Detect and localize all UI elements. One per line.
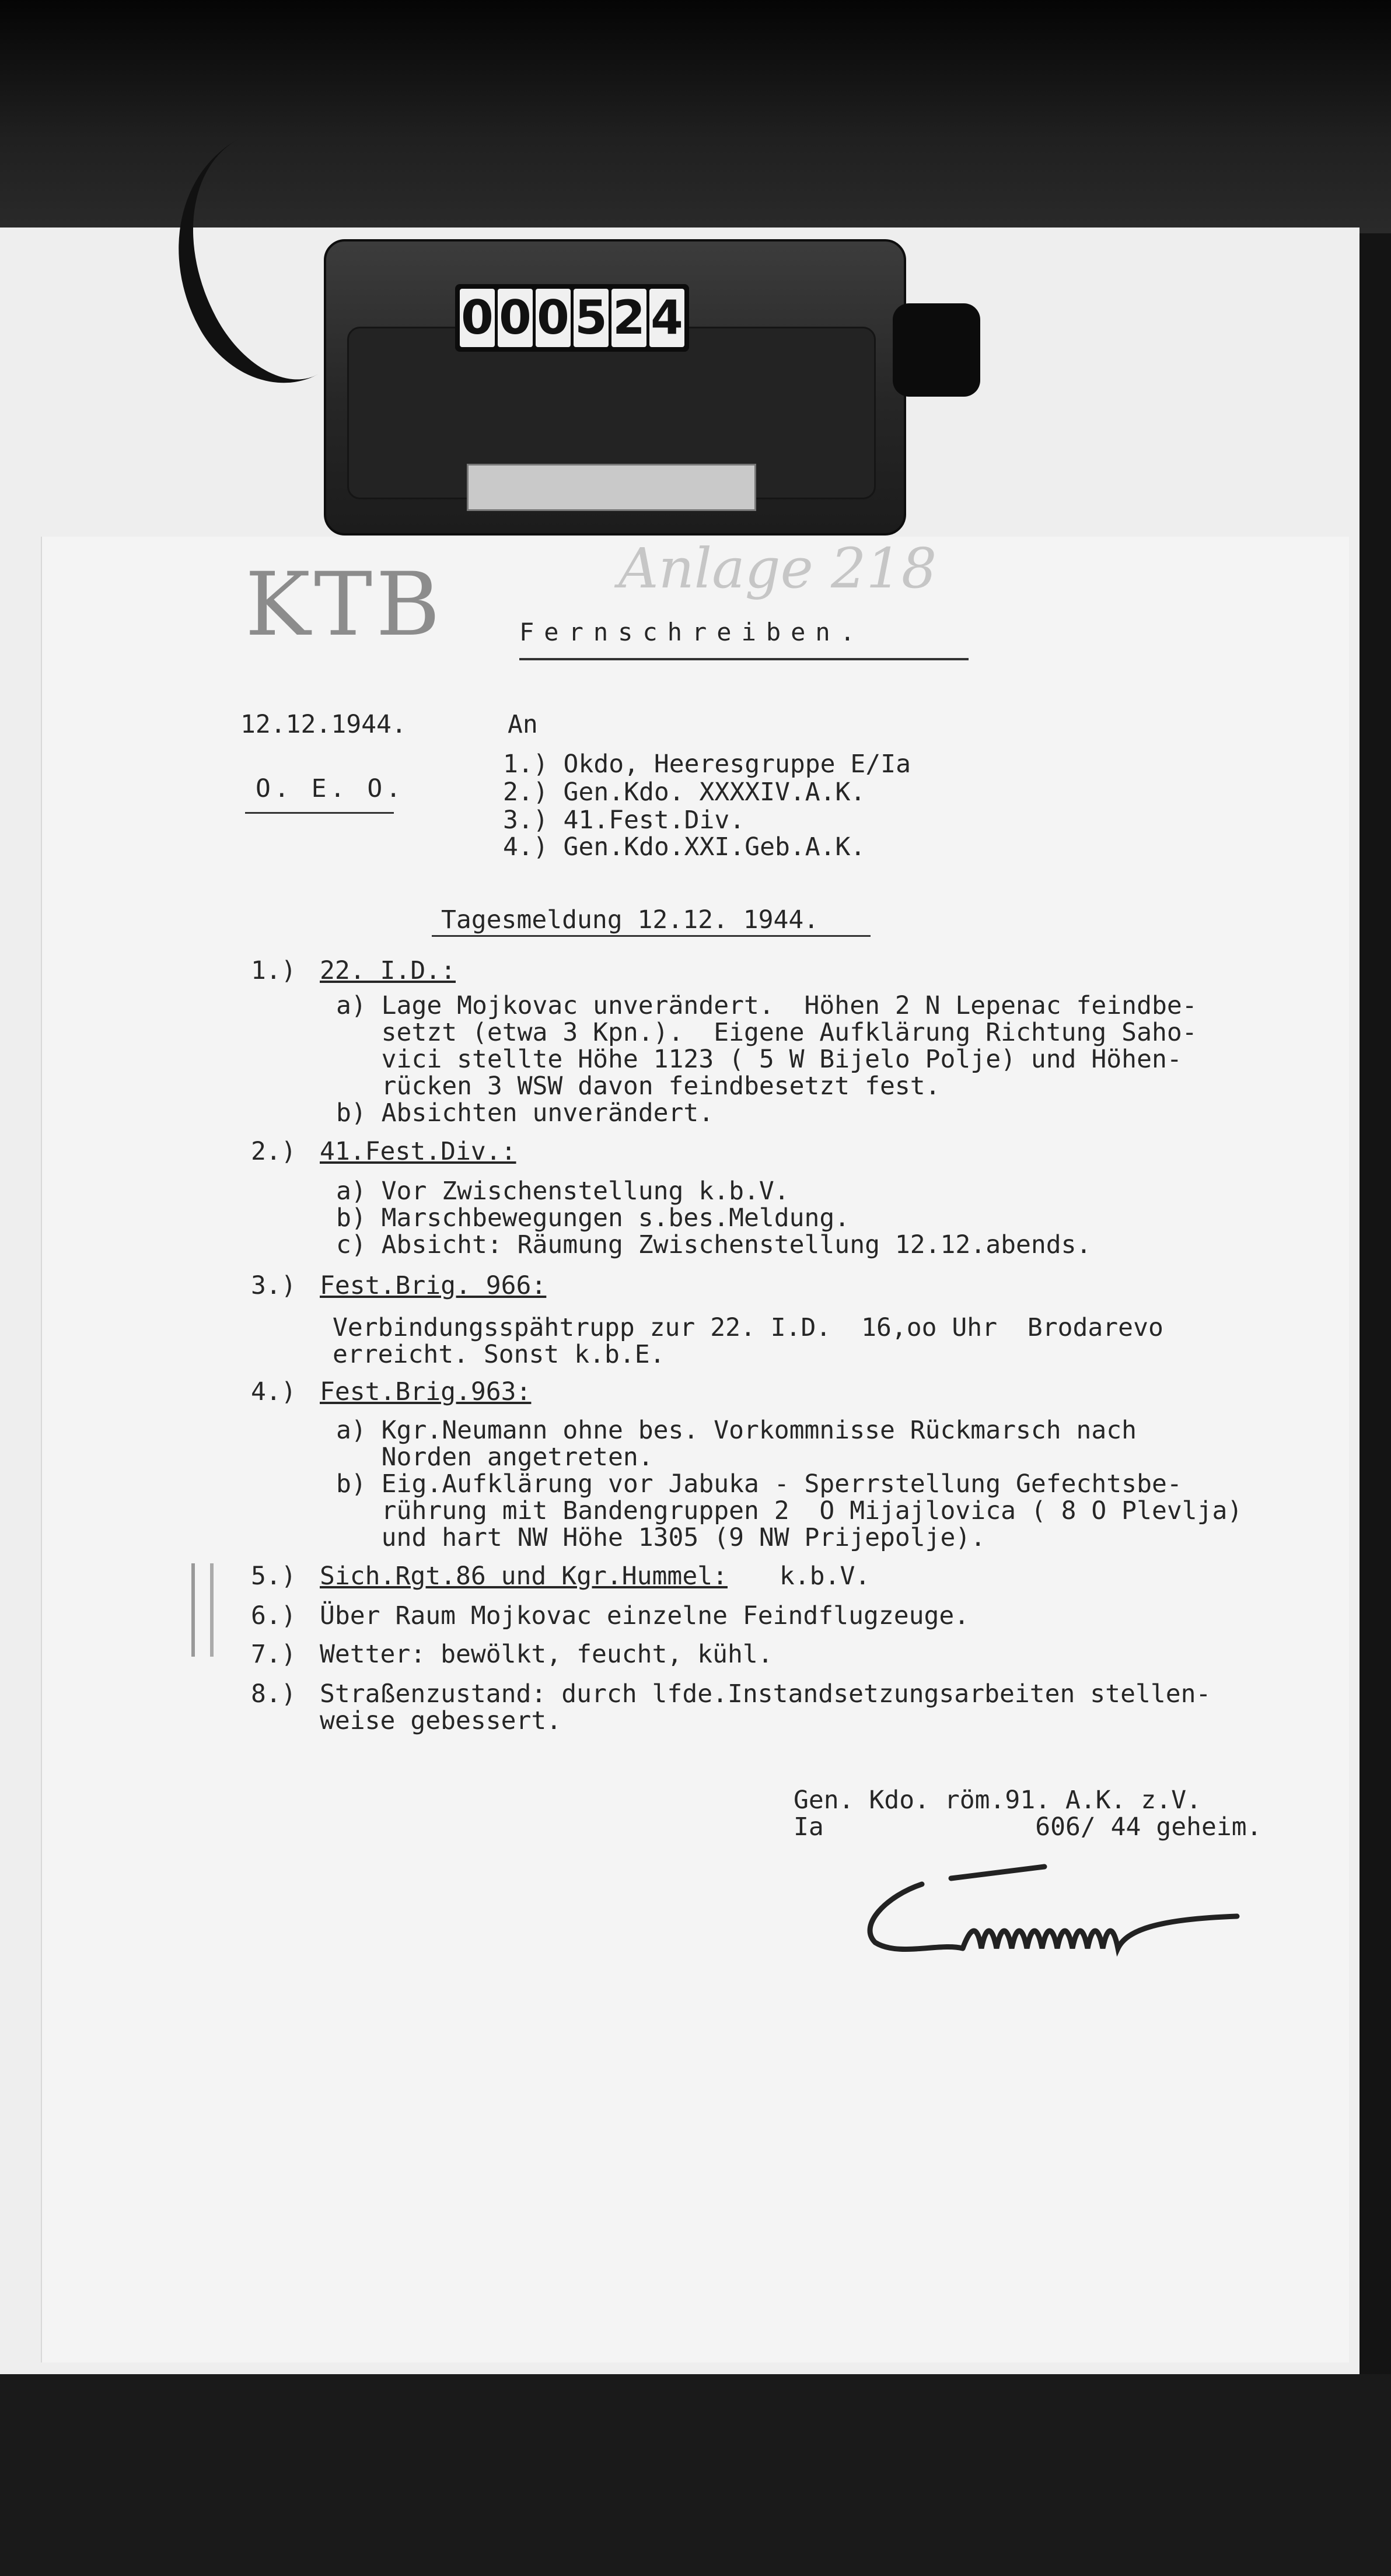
office-code: O. E. O. (256, 774, 405, 803)
section-line: a) Kgr.Neumann ohne bes. Vorkommnisse Rückmarsch nach (336, 1416, 1137, 1445)
section-line: Norden angetreten. (336, 1443, 653, 1472)
section-heading: Sich.Rgt.86 und Kgr.Hummel: (320, 1562, 728, 1591)
section-line: Straßenzustand: durch lfde.Instandsetzungsarbeiten stellen- (320, 1679, 1211, 1709)
counter-digit: 0 (536, 289, 571, 347)
counter-digit: 4 (649, 289, 684, 347)
section-line: b) Absichten unverändert. (336, 1098, 714, 1128)
section-line: Wetter: bewölkt, feucht, kühl. (320, 1640, 773, 1669)
section-line: vici stellte Höhe 1123 ( 5 W Bijelo Polje) und Höhen- (336, 1045, 1182, 1074)
section-line: b) Eig.Aufklärung vor Jabuka - Sperrstellung Gefechtsbe- (336, 1469, 1182, 1499)
counter-digit: 0 (460, 289, 495, 347)
section-line: und hart NW Höhe 1305 (9 NW Prijepolje). (336, 1523, 986, 1552)
document-title: Fernschreiben. (519, 618, 865, 646)
counter-knob (893, 303, 980, 397)
counter-digit: 0 (498, 289, 533, 347)
section-line: a) Lage Mojkovac unverändert. Höhen 2 N Lepenac feindbe- (336, 991, 1197, 1020)
section-line: rührung mit Bandengruppen 2 O Mijajlovica ( 8 O Plevlja) (336, 1496, 1243, 1525)
section-number: 6.) (251, 1601, 296, 1630)
section-line: Verbindungsspähtrupp zur 22. I.D. 16,oo Uhr Brodarevo (333, 1313, 1163, 1342)
section-number: 8.) (251, 1679, 296, 1709)
recipient: 3.) 41.Fest.Div. (503, 806, 745, 835)
counter-digits (455, 284, 689, 352)
section-line: setzt (etwa 3 Kpn.). Eigene Aufklärung Richtung Saho- (336, 1018, 1197, 1047)
footer-line: Ia 606/ 44 geheim. (794, 1812, 1262, 1842)
report-title: Tagesmeldung 12.12. 1944. (441, 905, 819, 935)
margin-mark (191, 1563, 214, 1657)
section-number: 7.) (251, 1640, 296, 1669)
document-date: 12.12.1944. (240, 710, 407, 739)
recipients-label: An (508, 710, 538, 739)
signature (852, 1861, 1249, 1960)
section-line: erreicht. Sonst k.b.E. (333, 1340, 665, 1369)
recipient: 2.) Gen.Kdo. XXXXIV.A.K. (503, 778, 866, 807)
footer-line: Gen. Kdo. röm.91. A.K. z.V. (794, 1786, 1201, 1815)
recipient: 1.) Okdo, Heeresgruppe E/Ia (503, 750, 911, 779)
section-line: c) Absicht: Räumung Zwischenstellung 12.12.abends. (336, 1230, 1092, 1259)
section-line: k.b.V. (764, 1562, 871, 1591)
counter-plate (467, 464, 756, 511)
handwritten-ktb: KTB (245, 554, 444, 656)
title-underline (519, 658, 969, 660)
report-title-underline (432, 935, 871, 937)
section-line: Über Raum Mojkovac einzelne Feindflugzeuge. (320, 1601, 970, 1630)
section-number: 2.) (251, 1137, 296, 1166)
scanner-background-bottom (0, 2374, 1391, 2576)
section-heading: 22. I.D.: (320, 956, 456, 985)
section-number: 1.) (251, 956, 296, 985)
counter-digit: 2 (611, 289, 646, 347)
section-line: b) Marschbewegungen s.bes.Meldung. (336, 1203, 850, 1233)
section-line: rücken 3 WSW davon feindbesetzt fest. (336, 1072, 941, 1101)
section-number: 4.) (251, 1377, 296, 1406)
section-number: 3.) (251, 1271, 296, 1300)
section-heading: Fest.Brig.963: (320, 1377, 532, 1406)
recipient: 4.) Gen.Kdo.XXI.Geb.A.K. (503, 832, 866, 862)
section-number: 5.) (251, 1562, 296, 1591)
office-underline (245, 812, 394, 814)
section-line: weise gebessert. (320, 1706, 562, 1735)
counter-digit: 5 (574, 289, 609, 347)
handwritten-anlage: Anlage 218 (618, 537, 937, 601)
section-heading: 41.Fest.Div.: (320, 1137, 516, 1166)
section-line: a) Vor Zwischenstellung k.b.V. (336, 1177, 789, 1206)
section-heading: Fest.Brig. 966: (320, 1271, 547, 1300)
